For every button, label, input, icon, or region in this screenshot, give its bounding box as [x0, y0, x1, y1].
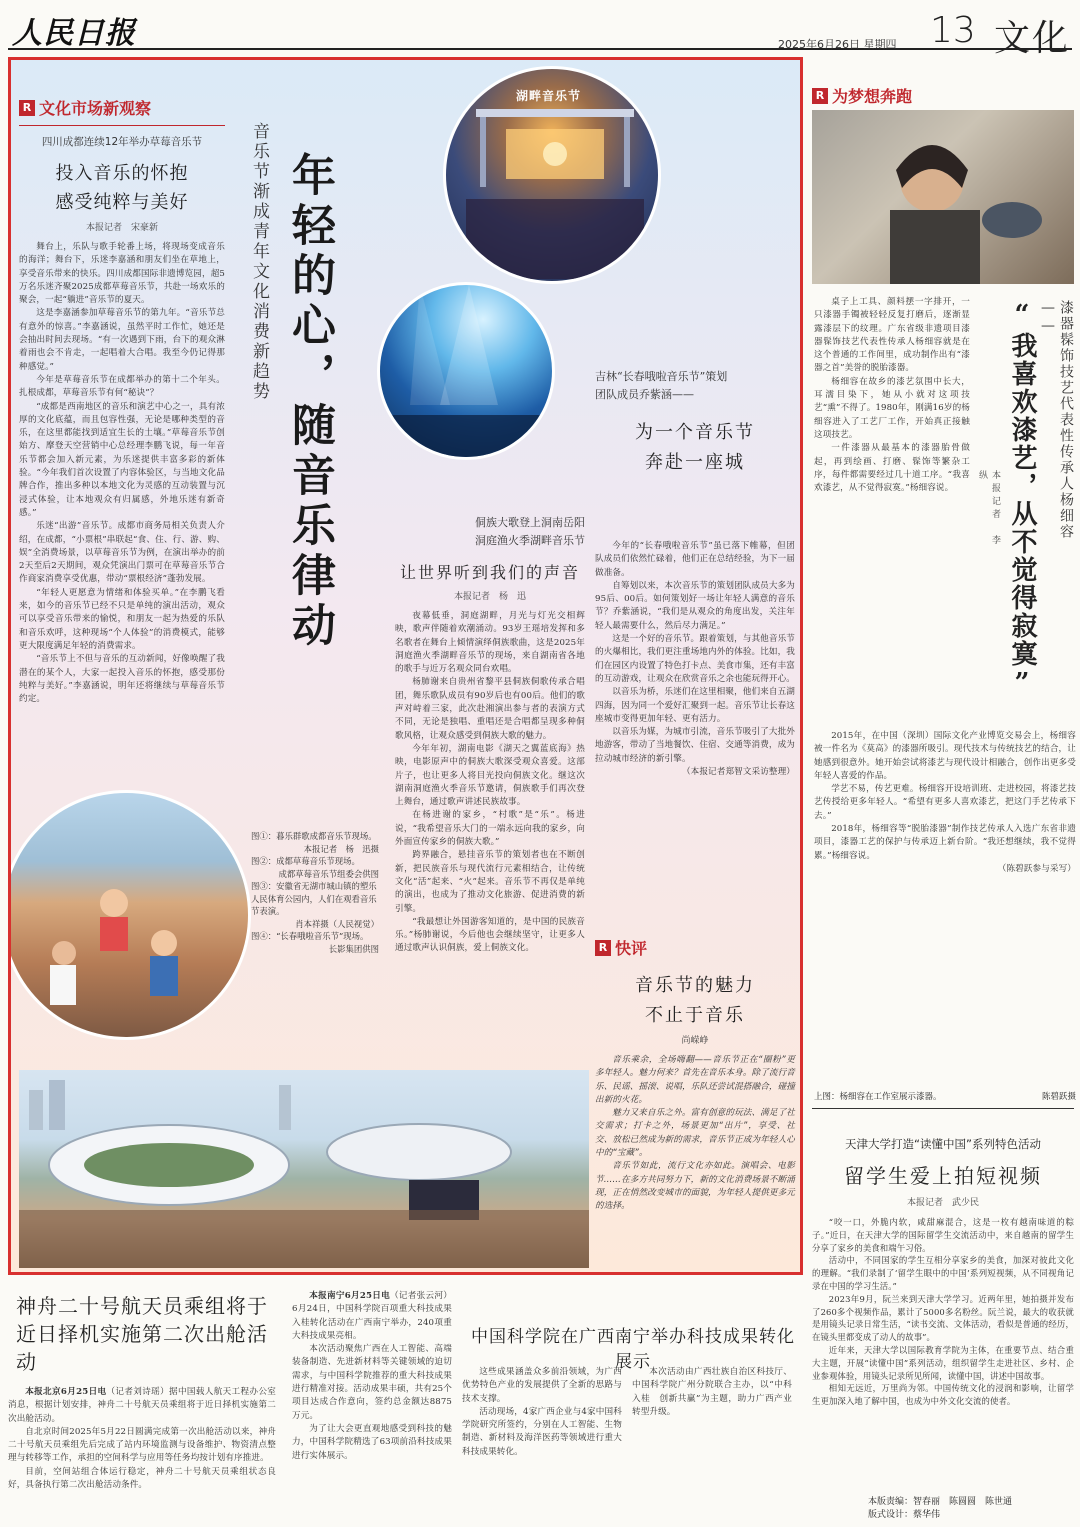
- right-article: [595, 368, 795, 474]
- article-title-line2: 奔赴一座城: [645, 452, 745, 473]
- issue-date: 2025年6月26日 星期四: [778, 38, 897, 51]
- crowd-photo: [8, 790, 251, 1040]
- editors-credit: [868, 1496, 1074, 1522]
- column-tag-icon: R: [19, 100, 35, 116]
- paragraph: 音乐节如此，流行文化亦如此。演唱会、电影节……在多方共同努力下，新的文化消费场景不断涌现，正在悄然改变城市的面貌，为年轻人提供更多元的选择。: [595, 1161, 795, 1212]
- kuaiping: [595, 936, 795, 1214]
- artisan-photo: [812, 110, 1074, 284]
- column-heading: [19, 96, 225, 119]
- paragraph: 目前，空间站组合体运行稳定，神舟二十号航天员乘组状态良好，具备执行第二次出舱活动条件。: [8, 1466, 276, 1491]
- article-title: 留学生爱上拍短视频: [844, 1164, 1042, 1188]
- article-kicker: 侗族大歌登上洞南岳阳: [475, 516, 585, 529]
- feature-vertical-title: 年轻的心，随音乐律动: [284, 152, 335, 652]
- byline: 本报记者 武少民: [906, 1198, 979, 1208]
- caption-credit: 长影集团供图: [328, 943, 379, 954]
- byline: 本报记者 宋豪新: [85, 223, 158, 233]
- artisan-illustration: [812, 110, 1074, 284]
- article-kicker: 团队成员乔紫涵——: [595, 388, 694, 401]
- paragraph: 乐迷“出游”音乐节。成都市商务局相关负责人介绍，在成都，“小票根”串联起“食、住、行、游、购、娱”全消费场景，以草莓音乐节为例，在演出举办的前2天至后2天期间，观众凭演出门票可在草莓音乐节合作商家消费享受优惠，带动“票根经济”蓬勃发展。: [19, 521, 225, 585]
- article-kicker: 四川成都连续12年举办草莓音乐节: [41, 136, 203, 148]
- paragraph: “音乐节上不但与音乐的互动新闻，好像唤醒了我潜在的某个人，大家一起投入音乐的怀抱，感受那份纯粹与美好。”李嘉涵说，明年还将继续与草莓音乐节约定。: [19, 654, 225, 705]
- caption-line: 图①：暮乐群歌成都音乐节现场。: [251, 831, 377, 841]
- paragraph: 自筹划以来，本次音乐节的策划团队成员大多为95后、00后。如何策划好一场让年轻人满意的音乐节？乔紫涵说，“我们是从观众的角度出发，关注年轻人最需要什么，然后尽力满足。”: [595, 580, 795, 631]
- paragraph: 相知无远近，万里尚为邻。中国传统文化的浸润和影响，让留学生更加深入地了解中国，也成为中外文化交流的使者。: [812, 1383, 1074, 1407]
- paragraph: （记者刘诗瑶）据中国载人航天工程办公室消息，根据计划安排，神舟二十号航天员乘组将于近日择机实施第二次出舱活动。: [8, 1387, 276, 1424]
- paragraph: 学艺不易，传艺更难。杨细容开设培训班、走进校园，将漆艺技艺传授给更多年轻人。“希望有更多人喜欢漆艺，把这门手艺传承下去。”: [814, 784, 1076, 821]
- column-tag-icon: R: [812, 88, 828, 104]
- paragraph: 活动现场，4家广西企业与4家中国科学院研究所签约，分别在人工智能、生物制造、新材料及海洋医药等领域进行重大科技成果转化。: [462, 1406, 622, 1457]
- paragraph: “成都是西南地区的音乐和演艺中心之一，具有浓厚的文化底蕴，而且包容性强，无论是哪种类型的音乐，在这里都能找到适宜生长的土壤。”草莓音乐节创始方、摩登天空营销中心总经理李鹏飞说，每一年音乐节都会加入新元素，为乐迷提供丰富多彩的新体验。“今年我们首次设置了内容体验区，与当地文化品牌合作，推出多种以本地文化为灵感的互动装置与沉浸式体验，让本地观众有归属感，外地乐迷有新奇感。”: [19, 401, 225, 518]
- paragraph: 以音乐为桥，乐迷们在这里相聚，他们来自五湖四海，因为同一个爱好汇聚到一起。音乐节让长春这座城市变得更加年轻、更有活力。: [595, 687, 795, 724]
- column-name: 文化市场新观察: [39, 99, 152, 118]
- caption-credit: 成都草莓音乐节组委会供图: [278, 868, 379, 879]
- paragraph: “我最想让外国游客知道的，是中国的民族音乐。”杨肺谢说，今后他也会继续坚守，让更多人通过歌声认识侗族，爱上侗族文化。: [395, 916, 585, 954]
- concert-photo: [377, 282, 555, 460]
- newspaper-logo: 人民日报: [12, 16, 136, 51]
- dream-body-top: [814, 296, 970, 495]
- article-kicker: 洞庭渔火季湖畔音乐节: [475, 534, 585, 547]
- paragraph: 跨界融合，悬挂音乐节的策划者也在不断创新，把民族音乐与现代流行元素相结合，让传统文化“活”起来、“火”起来。音乐节不再仅是单纯的演出，也成为了推动文化旅游、促进消费的新引擎。: [395, 850, 585, 914]
- byline: 本报记者 杨 迅: [453, 592, 526, 602]
- crowd-illustration: [8, 793, 251, 1040]
- caption-line: 图③：安徽省无湖市城山镇的塑乐人民体育公园内，人们在观看音乐节表演。: [251, 881, 377, 916]
- feature-vertical-kicker: 音乐节渐成青年文化消费新趋势: [249, 122, 269, 402]
- column-heading: [595, 936, 795, 959]
- article-title: 让世界听到我们的声音: [399, 563, 580, 582]
- left-article: [19, 96, 225, 706]
- paragraph: 一件漆器从最基本的漆器胎骨做起，再到绘画、打磨、髹饰等繁杂工序，每件都需要经过几十道工序。“我喜欢漆艺，从不觉得寂寞。”杨细容说。: [814, 443, 970, 494]
- paragraph: 活动中，不同国家的学生互相分享家乡的美食，加深对彼此文化的理解。“我们录制了‘留学生眼中的中国’系列短视频，从不同视角记录在中国的学习生活。”: [812, 1255, 1074, 1291]
- paragraph: 本次活动由广西壮族自治区科技厅、中国科学院广州分院联合主办，以“中科入桂 创新共赢”为主题，助力广西产业转型升级。: [632, 1367, 792, 1417]
- signoff: （本报记者郑智文采访整理）: [681, 767, 795, 778]
- paragraph: 舞台上，乐队与歌手轮番上场，将现场变成音乐的海洋；舞台下，乐迷李嘉涵和朋友们坐在草地上，享受音乐带来的快乐。四川成都国际非遗博览园，超5万名乐迷齐聚2025成都草莓音乐节，共赴一场欢乐的聚会，一起“躺进”音乐节的夏天。: [19, 242, 225, 306]
- column-name: 为梦想奔跑: [832, 87, 913, 106]
- paragraph: 2015年，在中国（深圳）国际文化产业博览交易会上，杨细容被一件名为《莫高》的漆器所吸引。现代技术与传统技艺的结合，让她感到很意外。她开始尝试将漆艺与现代设计相融合，创作出更多受年轻人喜爱的作品。: [814, 731, 1076, 781]
- dream-body-bottom: [814, 730, 1076, 876]
- caption-line: 图④：“长春哦啦音乐节”现场。: [251, 931, 369, 941]
- paragraph: 今年是草莓音乐节在成都举办的第十二个年头。扎根成都，草莓音乐节有何“秘诀”？: [19, 374, 225, 399]
- paragraph: 2023年9月，阮兰来到天津大学学习。近两年里，她拍摄并发布了260多个视频作品，累计了5000多名粉丝。阮兰说，最大的收获就是用镜头记录日常生活，“读书交流、文体活动，看似是普通的经历，在镜头里都变成了动人的故事”。: [812, 1293, 1074, 1343]
- stage-photo: [443, 66, 661, 284]
- article-title-line2: 近日择机实施第二次出舱活动: [16, 1322, 268, 1374]
- column-tag-icon: R: [595, 940, 611, 956]
- paragraph: 这些成果涵盖众多前沿领域，为广西优势特色产业的发展提供了全新的思路与技术支撑。: [462, 1367, 622, 1404]
- article-title-line1: 音乐节的魅力: [635, 975, 755, 996]
- caption-credit: 本报记者 杨 迅摄: [303, 843, 379, 854]
- photo-captions: [251, 830, 379, 955]
- cas-body-col1: [292, 1290, 452, 1463]
- section-name: 文化: [994, 18, 1071, 59]
- article-title-line2: 不止于音乐: [645, 1005, 745, 1026]
- masthead: [8, 8, 1072, 59]
- page-number: 13: [930, 10, 976, 51]
- paragraph: 魅力又来自乐之外。富有创意的玩法、满足了社交需求；打卡之外，场景更加“出片”，享受、社交、放松已然成为新的需求，音乐节正成为年轻人心中的“宝藏”。: [595, 1108, 795, 1159]
- light-beams-illustration: [380, 285, 555, 460]
- tianda-body: [812, 1216, 1074, 1408]
- paragraph: 这是李嘉涵参加草莓音乐节的第九年。“音乐节总有意外的惊喜。”李嘉涵说，虽然平时工作忙，她还是会抽出时间去现场。“有一次遇到下雨，台下的观众淋着雨也会不肯走，一起唱着大合唱。我至今仍记得那种感觉。”: [19, 308, 225, 372]
- cas-body-col3: [632, 1366, 792, 1419]
- article-kicker: 天津大学打造“读懂中国”系列特色活动: [845, 1137, 1041, 1151]
- paragraph: 本次活动聚焦广西在人工智能、高端装备制造、先进新材料等关键领域的迫切需求，与中国科学院推荐的重大科技成果进行精准对接。活动成果丰硕，共有25个项目达成合作意向，签约总金额达8875万元。: [292, 1344, 452, 1421]
- column-name: 快评: [615, 939, 648, 958]
- article-body: [19, 241, 225, 706]
- divider: [812, 1108, 1074, 1109]
- right-article-body: [595, 540, 795, 779]
- dream-section: [812, 84, 1074, 107]
- paragraph: 杨肺谢来自贵州省黎平县侗族侗歌传承合唱团，舞乐歌队成员有90岁后也有00后。他们的歌声对峙着三家，此次赴湘演出参与者的表演方式不同，无论是独唱、重唱还是合唱都呈现多种侗歌风格，让观众感受到侗族大歌的魅力。: [395, 677, 585, 741]
- caption-credit: 陈碧跃摄: [1041, 1092, 1076, 1102]
- caption-line: 图②：成都草莓音乐节现场。: [251, 856, 360, 866]
- article-kicker: 吉林“长春哦啦音乐节”策划: [595, 370, 728, 383]
- dream-photo-caption: [814, 1090, 1076, 1102]
- column-heading: [812, 84, 1074, 107]
- caption-credit: 肖本祥摄（人民视觉）: [295, 918, 379, 929]
- tianda-article: [812, 1136, 1074, 1408]
- dateline: 本报北京6月25日电: [25, 1387, 107, 1397]
- kuaiping-body: [595, 1054, 795, 1214]
- stadium-illustration: [19, 1070, 589, 1268]
- paragraph: 今年年初，湖南电影《湖天之翼蓝底海》热映，电影原声中的侗族大歌深受观众喜爱。这部片子，也让更多人将目光投向侗族文化。继这次湖南洞庭渔火季音乐节邀请，侗族歌手们再次登上舞台，通过歌声讲述民族故事。: [395, 743, 585, 808]
- dream-title: “我喜欢漆艺，从不觉得寂寞”: [1007, 300, 1037, 700]
- paragraph: “年轻人更愿意为情绪和体验买单。”在李鹏飞看来，如今的音乐节已经不只是单纯的演出活动，观众可以享受音乐带来的愉悦，和朋友一起为热爱的乐队和音乐欢呼，这种现场“个人体验”的消费模式，能够更大限度满足年轻的消费需求。: [19, 587, 225, 651]
- article-title: 中国科学院在广西南宁举办科技成果转化展示: [471, 1327, 795, 1372]
- stage-sign: 湖畔音乐节: [516, 89, 582, 103]
- paragraph: 以音乐为媒，为城市引流，音乐节吸引了大批外地游客，带动了当地餐饮、住宿、交通等消费，成为拉动城市经济的新引擎。: [595, 727, 795, 764]
- paragraph: 在杨进谢的家乡，“村歌”是“乐”。杨进说，“我希望音乐大门的一端永远向我的家乡，向外面宣传家乡的侗族大歌。”: [395, 810, 585, 848]
- paragraph: 近年来，天津大学以国际教育学院为主体，在重要节点、结合重大主题，开展“读懂中国”系列活动，组织留学生走进社区、乡村、企业参观体验，用镜头记录所见所闻，读懂中国，讲述中国故事。: [812, 1344, 1074, 1381]
- paragraph: 为了让大会更直观地感受到科技的魅力，中国科学院精选了63项前沿科技成果进行实体展示。: [292, 1423, 452, 1461]
- dateline: 本报南宁6月25日电: [309, 1291, 390, 1301]
- stadium-photo: [19, 1070, 589, 1268]
- caption-line: 上图：杨细容在工作室展示漆器。: [814, 1092, 942, 1102]
- paragraph: 自北京时间2025年5月22日圆满完成第一次出舱活动以来，神舟二十号航天员乘组先后完成了站内环境监测与设备维护、物资清点整理与转移等工作，承担的空间科学与应用等任务均按计划有序推进。: [8, 1426, 276, 1464]
- middle-article-body: [395, 610, 585, 956]
- shenzhou-article: [8, 1292, 276, 1492]
- paragraph: 这是一个好的音乐节。跟着策划，与其他音乐节的火爆相比，我们更注重场地内外的体验。比如，我们在园区内设置了特色打卡点、美食市集，还有丰富的互动游戏，让观众在欣赏音乐之余也能玩得开心。: [595, 634, 795, 684]
- article-title-line1: 神舟二十号航天员乘组将于: [16, 1294, 268, 1318]
- byline: 本报记者 李 纵: [977, 470, 1000, 561]
- paragraph: 今年的“长春哦啦音乐节”虽已落下帷幕，但团队成员们依然忙碌着，他们正在总结经验，为下一届做准备。: [595, 541, 795, 578]
- designer-line: 版式设计：蔡华伟: [868, 1510, 941, 1520]
- paragraph: 杨细容在故乡的漆艺氛围中长大，耳濡目染下，她从小就对这项技艺“熏”不得了。1980年，刚满16岁的杨细容进入了工艺厂工作，开始真正接触这项技艺。: [814, 376, 970, 440]
- paragraph: （记者张云河）6月24日，中国科学院百项重大科技成果入桂转化活动在广西南宁举办，240项重大科技成果亮相。: [292, 1291, 452, 1341]
- divider: [19, 125, 225, 126]
- article-title-line1: 为一个音乐节: [635, 422, 755, 443]
- paragraph: 2018年，杨细容等“脱胎漆器”制作技艺传承人入选广东省非遗项目，漆器工艺的保护与传承迈上新台阶。“我还想继续，我不觉得累。”杨细容说。: [814, 824, 1076, 861]
- editors-line: 本版责编：智春丽 陈圆圆 陈世通: [868, 1497, 1013, 1507]
- feature-frame: [8, 57, 803, 1275]
- cas-body-col2: [462, 1366, 622, 1459]
- article-title-line2: 感受纯粹与美好: [55, 192, 189, 213]
- paragraph: 桌子上工具、颜料摆一字排开，一只漆器手镯被轻轻反复打磨后，逐渐显露漆层下的纹理。广东省级非遗项目漆器髹饰技艺代表性传承人杨细容就是在这个普通的工作间里，成功制作出有“漆器之首”美誉的脱胎漆器。: [814, 297, 970, 374]
- article-title-line1: 投入音乐的怀抱: [55, 163, 189, 184]
- shenzhou-body: [8, 1386, 276, 1492]
- paragraph: 音乐乘余，全场嗨翻——音乐节正在“圈粉”更多年轻人。魅力何来？首先在音乐本身。除了流行音乐、民谣、摇滚、说唱，乐队还尝试混搭融合，碰撞出新的火花。: [595, 1055, 795, 1105]
- paragraph: “咬一口，外脆内软，咸甜麻混合，这是一枚有越南味道的粽子。”近日，在天津大学的国际留学生交流活动中，来自越南的留学生分享了家乡的美食和端午习俗。: [812, 1217, 1074, 1253]
- middle-article: [395, 514, 585, 956]
- author: 尚嵘峥: [681, 1036, 709, 1046]
- dream-kicker: 漆器髹饰技艺代表性传承人杨细容——: [1040, 300, 1074, 540]
- paragraph: 夜幕低垂，洞庭湖畔，月光与灯光交相辉映，歌声伴随着欢潮涌动。93岁王瑶培发挥和多名歌者在舞台上倾情演绎侗族歌曲，这是2025年洞庭渔火季湖畔音乐节的现场，来自湖南省各地的歌手与近万名观众同台欢唱。: [395, 611, 585, 675]
- signoff: （陈碧跃参与采写）: [997, 863, 1076, 874]
